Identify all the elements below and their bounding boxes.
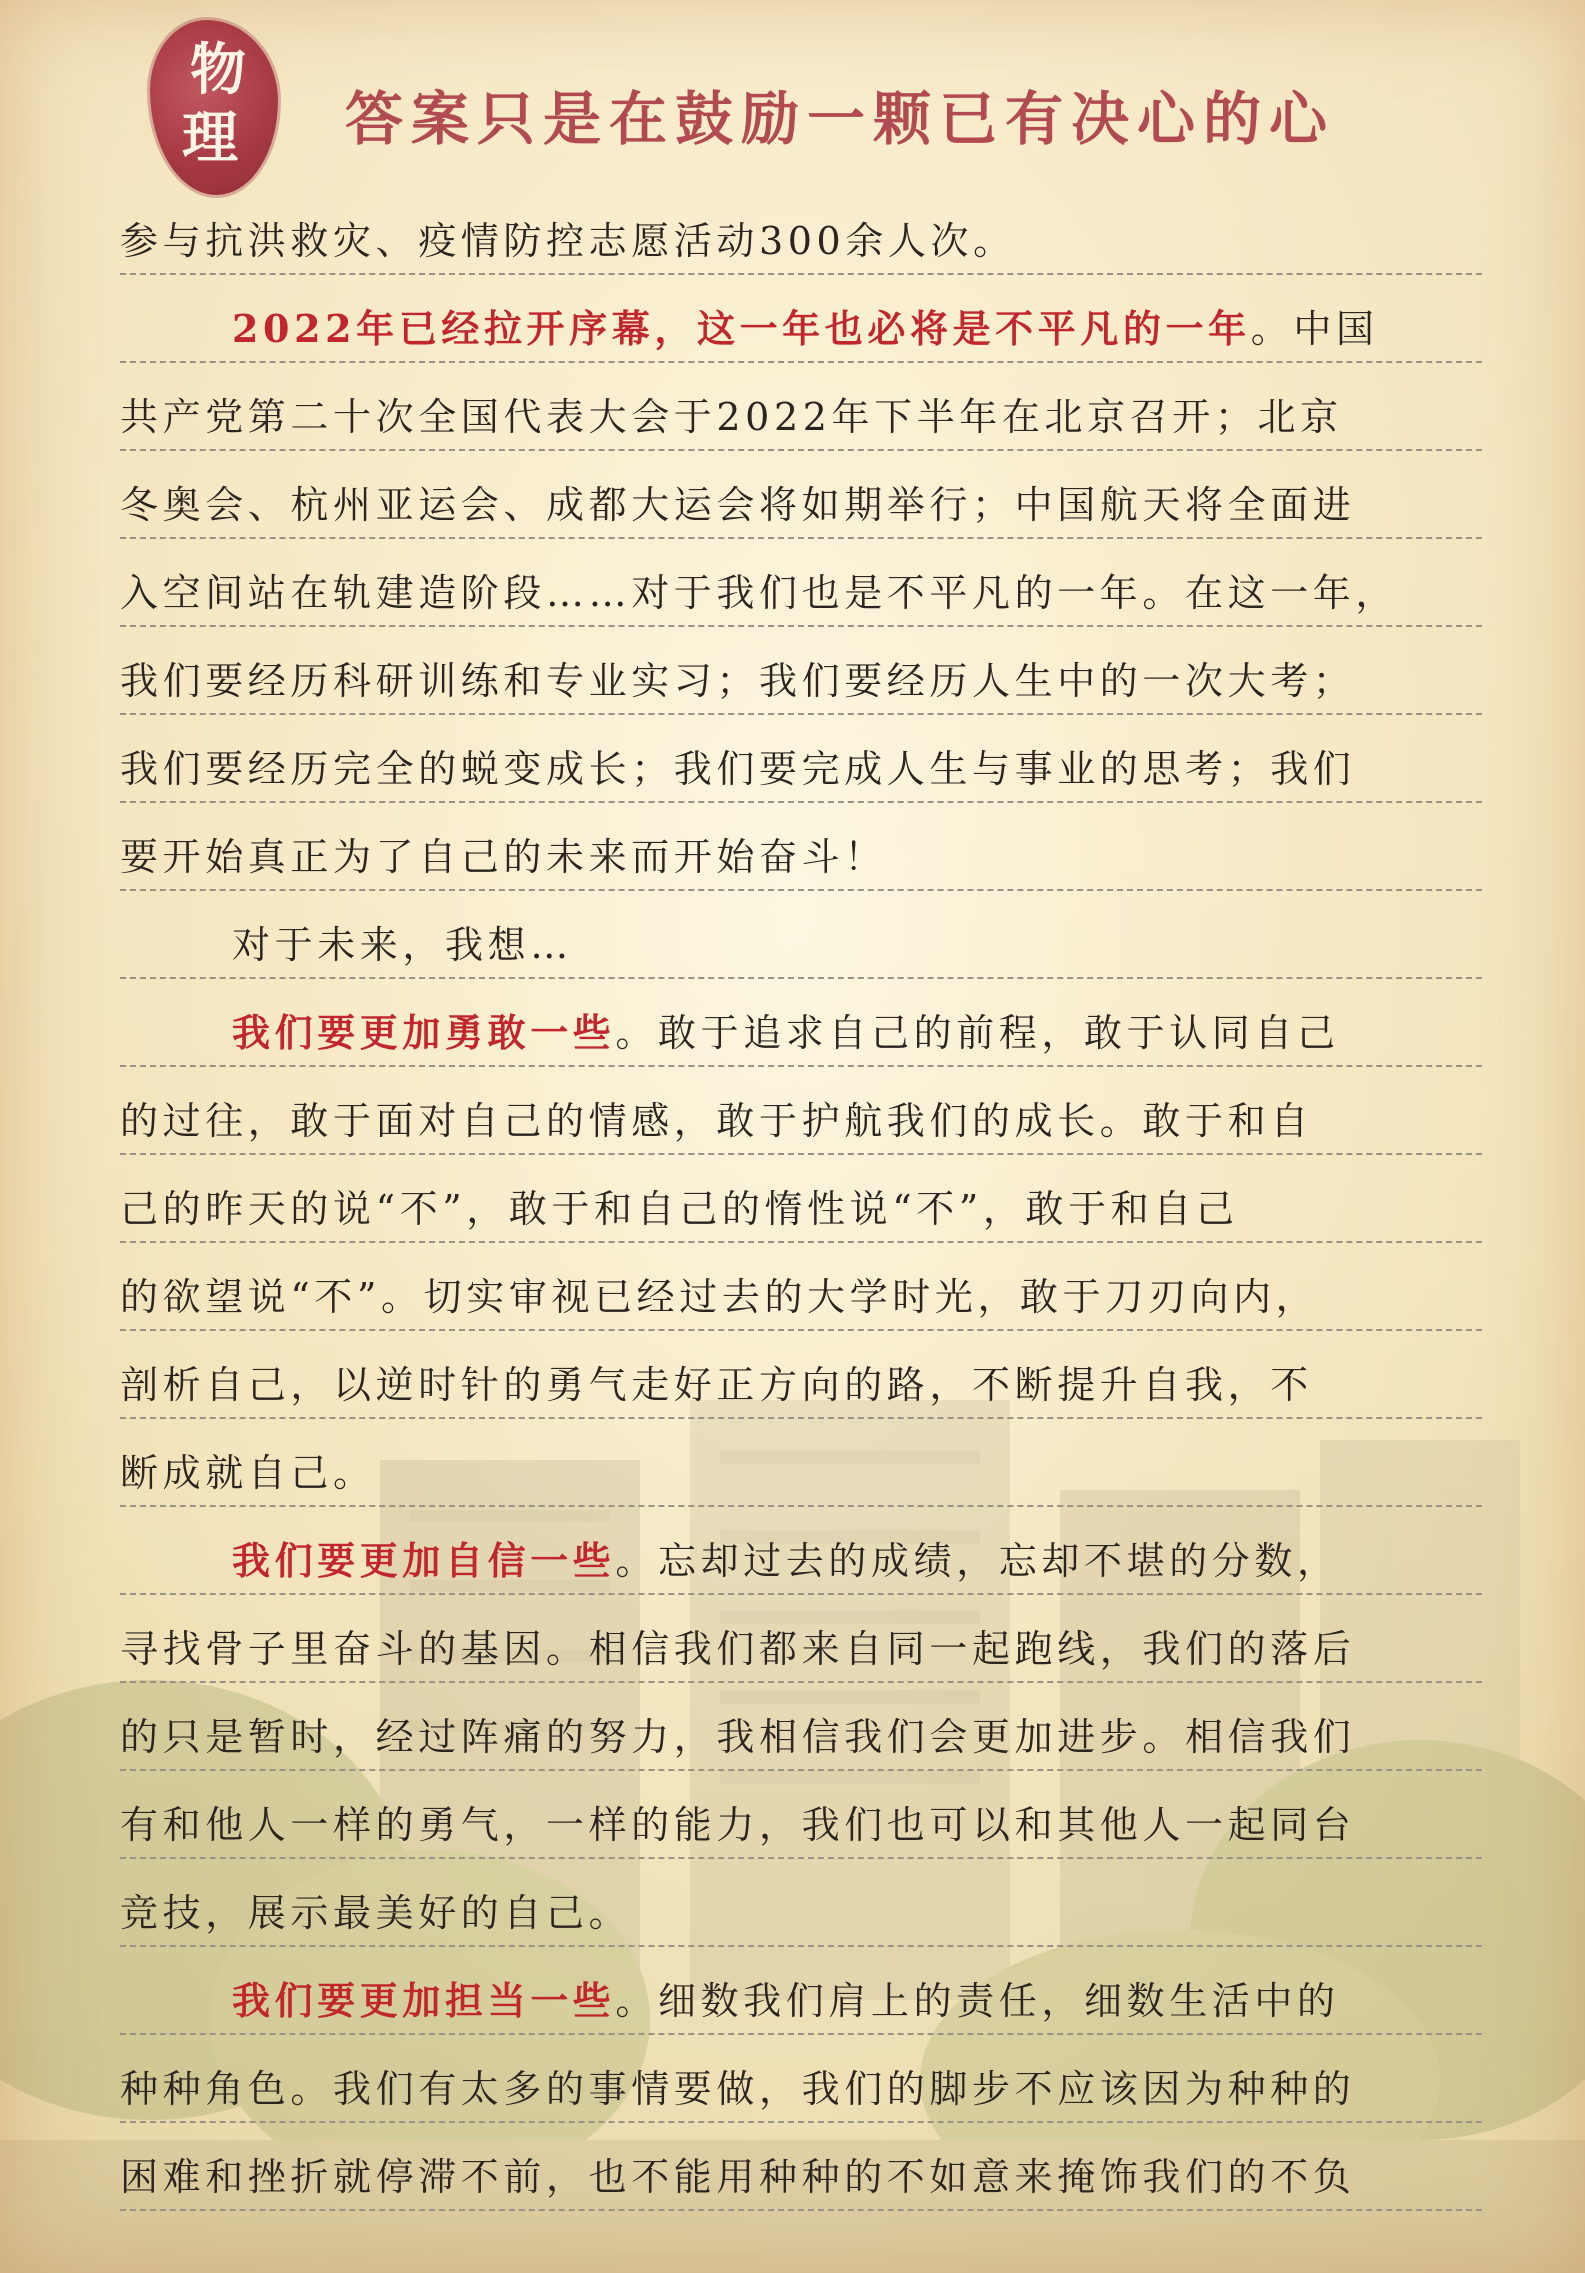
line-text: 共产党第二十次全国代表大会于2022年下半年在北京召开；北京 [120,395,1343,439]
text-line [120,713,1482,803]
line-rest: 。细数我们肩上的责任，细数生活中的 [615,1979,1340,2023]
line-rest: 。敢于追求自己的前程，敢于认同自己 [615,1011,1340,1055]
line-rest: 。中国 [1250,307,1379,351]
line-text [232,298,1379,353]
seal-char-wu: 物 [190,37,246,103]
text-line [120,1769,1482,1859]
text-line [120,1593,1482,1683]
line-text: 寻找骨子里奋斗的基因。相信我们都来自同一起跑线，我们的落后 [120,1627,1356,1671]
line-text: 入空间站在轨建造阶段……对于我们也是不平凡的一年。在这一年， [120,571,1399,615]
header-calligraphy-title: 答案只是在鼓励一颗已有决心的心 [345,85,1336,153]
line-text: 我们要经历完全的蜕变成长；我们要完成人生与事业的思考；我们 [120,747,1356,791]
text-line [120,1065,1482,1155]
line-text [232,1970,1340,2025]
line-text: 要开始真正为了自己的未来而开始奋斗！ [120,835,887,879]
line-text: 的过往，敢于面对自己的情感，敢于护航我们的成长。敢于和自 [120,1099,1313,1143]
text-line [120,1241,1482,1331]
line-text [232,1002,1340,1057]
text-line [120,273,1482,363]
text-line [120,185,1482,275]
text-line [120,2033,1482,2123]
line-text: 断成就自己。 [120,1451,376,1495]
line-rest: 。忘却过去的成绩，忘却不堪的分数， [615,1539,1340,1583]
text-line [120,2121,1482,2211]
text-line [120,537,1482,627]
line-text: 参与抗洪救灾、疫情防控志愿活动300余人次。 [120,219,1016,263]
text-line [120,625,1482,715]
line-text: 有和他人一样的勇气，一样的能力，我们也可以和其他人一起同台 [120,1803,1356,1847]
text-line [120,1945,1482,2035]
emphasis-lead: 我们要更加勇敢一些 [232,1010,616,1055]
line-text: 冬奥会、杭州亚运会、成都大运会将如期举行；中国航天将全面进 [120,483,1356,527]
text-line [120,1329,1482,1419]
line-text: 剖析自己，以逆时针的勇气走好正方向的路，不断提升自我，不 [120,1363,1313,1407]
line-text: 的只是暂时，经过阵痛的努力，我相信我们会更加进步。相信我们 [120,1715,1356,1759]
text-line [120,449,1482,539]
text-line [120,361,1482,451]
line-text: 困难和挫折就停滞不前，也不能用种种的不如意来掩饰我们的不负 [120,2155,1356,2199]
line-text: 对于未来，我想… [232,923,573,967]
seal-char-li: 理 [182,105,238,171]
emphasis-lead: 我们要更加自信一些 [232,1538,616,1583]
emphasis-lead: 2022年已经拉开序幕，这一年也必将是不平凡的一年 [232,306,1251,351]
text-line [120,1505,1482,1595]
line-text: 己的昨天的说“不”，敢于和自己的惰性说“不”，敢于和自己 [120,1187,1239,1231]
text-line [120,1153,1482,1243]
line-text [232,1530,1340,1585]
text-line [120,977,1482,1067]
line-text: 竞技，展示最美好的自己。 [120,1891,632,1935]
text-line [120,889,1482,979]
emphasis-lead: 我们要更加担当一些 [232,1978,616,2023]
text-line [120,1417,1482,1507]
line-text: 种种角色。我们有太多的事情要做，我们的脚步不应该因为种种的 [120,2067,1356,2111]
text-line [120,801,1482,891]
text-line [120,1857,1482,1947]
text-line [120,1681,1482,1771]
line-text: 我们要经历科研训练和专业实习；我们要经历人生中的一次大考； [120,659,1356,703]
line-text: 的欲望说“不”。切实审视已经过去的大学时光，敢于刀刃向内， [120,1275,1319,1319]
